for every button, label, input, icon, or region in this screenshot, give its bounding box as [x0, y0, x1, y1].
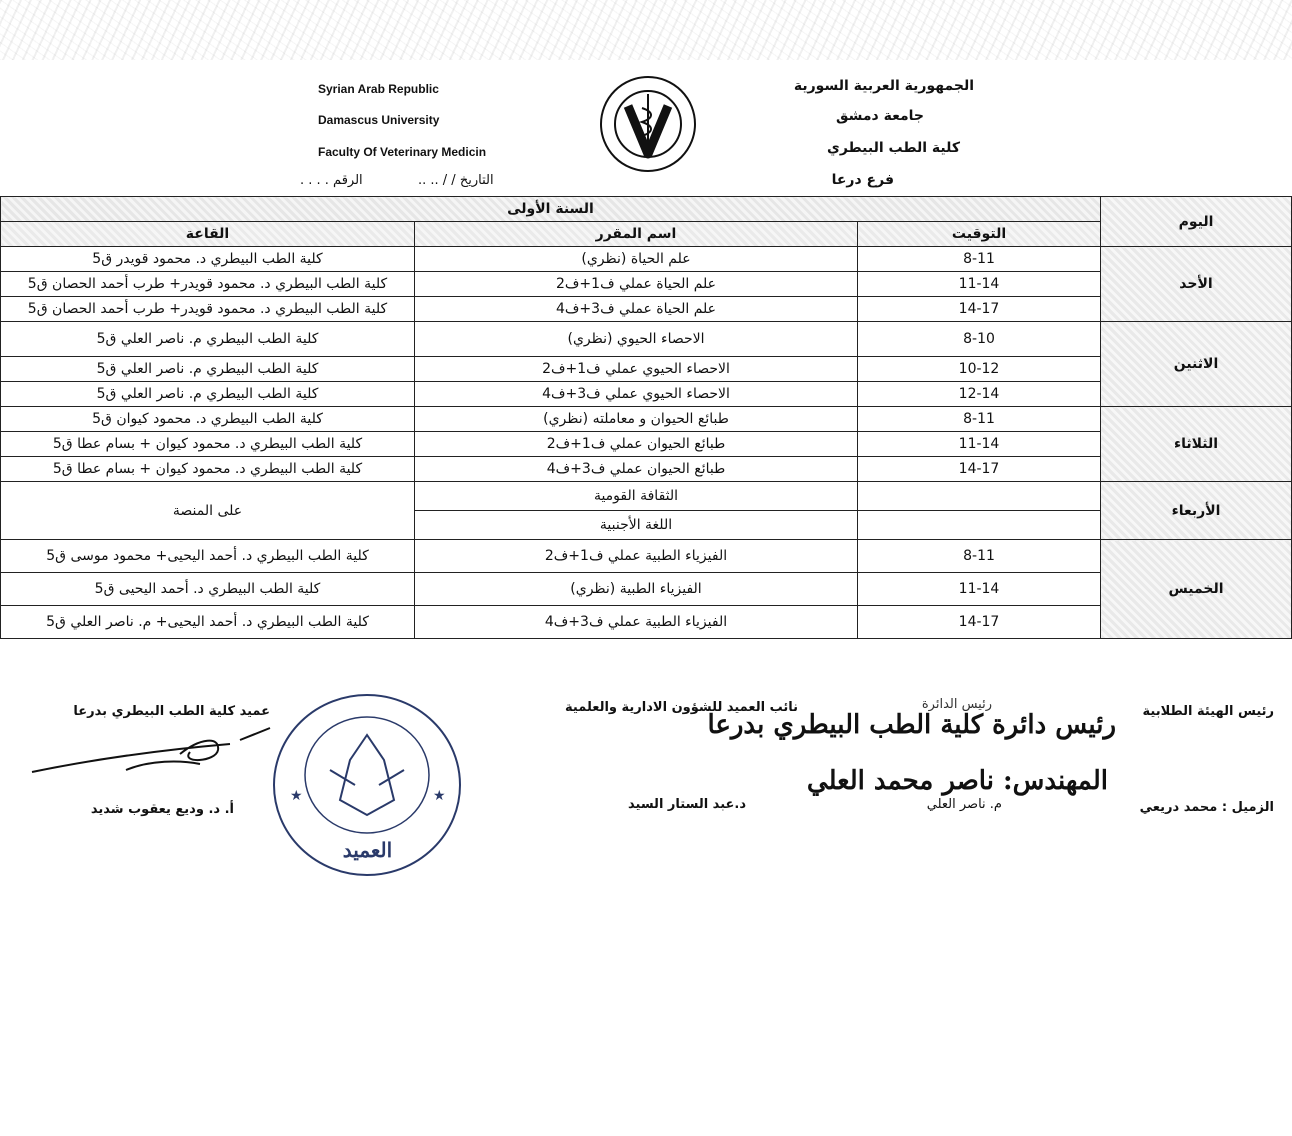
hall-cell-merged: على المنصة: [1, 482, 415, 540]
dean-title: عميد كلية الطب البيطري بدرعا: [73, 704, 270, 719]
course-cell: الاحصاء الحيوي عملي ف3+ف4: [415, 382, 858, 407]
time-cell: 14-17: [858, 457, 1101, 482]
time-cell: [858, 511, 1101, 540]
date-label: التاريخ / / .. ..: [418, 173, 494, 188]
dean-name: أ. د. وديع يعقوب شديد: [90, 802, 234, 817]
course-cell: طبائع الحيوان و معاملته (نظري): [415, 407, 858, 432]
hall-cell: كلية الطب البيطري د. أحمد اليحيى ق5: [1, 573, 415, 606]
time-cell: 8-10: [858, 322, 1101, 357]
course-cell: علم الحياة عملي ف3+ف4: [415, 297, 858, 322]
course-cell: الفيزياء الطبية عملي ف1+ف2: [415, 540, 858, 573]
header-en-line2: Damascus University: [318, 113, 440, 127]
faculty-logo: [598, 74, 698, 174]
hall-cell: كلية الطب البيطري د. محمود قويدر+ طرب أحمد الحصان ق5: [1, 297, 415, 322]
time-cell: 14-17: [858, 297, 1101, 322]
course-cell: علم الحياة (نظري): [415, 247, 858, 272]
course-cell: اللغة الأجنبية: [415, 511, 858, 540]
dept-head-title: رئيس الدائرة: [921, 697, 992, 712]
time-cell: 8-11: [858, 540, 1101, 573]
course-cell: الثقافة القومية: [415, 482, 858, 511]
col-hall-header: القاعة: [1, 222, 415, 247]
hall-cell: كلية الطب البيطري د. محمود قويدر+ طرب أحمد الحصان ق5: [1, 272, 415, 297]
col-time-header: التوقيت: [858, 222, 1101, 247]
time-cell: 11-14: [858, 432, 1101, 457]
scan-noise: [0, 0, 1292, 60]
time-cell: 11-14: [858, 573, 1101, 606]
header-ar-line2: جامعة دمشق: [836, 108, 924, 124]
time-cell: [858, 482, 1101, 511]
header-en-line3: Faculty Of Veterinary Medicin: [318, 145, 487, 159]
svg-text:★: ★: [290, 788, 303, 804]
day-monday: الاثنين: [1101, 322, 1292, 407]
day-tuesday: الثلاثاء: [1101, 407, 1292, 482]
course-cell: علم الحياة عملي ف1+ف2: [415, 272, 858, 297]
header-ar-line3: كلية الطب البيطري: [827, 140, 960, 156]
time-cell: 8-11: [858, 247, 1101, 272]
dean-handwritten-signature: [30, 720, 280, 790]
time-cell: 14-17: [858, 606, 1101, 639]
header-en-line1: Syrian Arab Republic: [318, 82, 439, 96]
day-wednesday: الأربعاء: [1101, 482, 1292, 540]
header-ar-line4: فرع درعا: [831, 172, 894, 188]
dept-head-name: م. ناصر العلي: [926, 797, 1002, 812]
course-cell: الاحصاء الحيوي عملي ف1+ف2: [415, 357, 858, 382]
dean-stamp-label: العميد: [342, 838, 393, 862]
dept-head-stamp-line2: المهندس: ناصر محمد العلي: [806, 766, 1108, 796]
hall-cell: كلية الطب البيطري د. أحمد اليحيى+ محمود موسى ق5: [1, 540, 415, 573]
dean-stamp: [270, 690, 465, 880]
schedule-table: [0, 196, 1292, 639]
day-thursday: الخميس: [1101, 540, 1292, 639]
time-cell: 8-11: [858, 407, 1101, 432]
header-ar-line1: الجمهورية العربية السورية: [793, 78, 974, 94]
course-cell: طبائع الحيوان عملي ف1+ف2: [415, 432, 858, 457]
hall-cell: كلية الطب البيطري م. ناصر العلي ق5: [1, 382, 415, 407]
hall-cell: كلية الطب البيطري د. محمود كيوان ق5: [1, 407, 415, 432]
course-cell: الاحصاء الحيوي (نظري): [415, 322, 858, 357]
student-body-title: رئيس الهيئة الطلابية: [1142, 704, 1274, 719]
day-sunday: الأحد: [1101, 247, 1292, 322]
course-cell: الفيزياء الطبية (نظري): [415, 573, 858, 606]
hall-cell: كلية الطب البيطري م. ناصر العلي ق5: [1, 322, 415, 357]
time-cell: 11-14: [858, 272, 1101, 297]
number-label: الرقم . . . .: [300, 173, 363, 188]
student-body-name: الزميل : محمد دريعي: [1139, 800, 1274, 815]
vice-dean-name: د.عبد الستار السيد: [628, 797, 746, 812]
day-header: اليوم: [1101, 197, 1292, 247]
course-cell: الفيزياء الطبية عملي ف3+ف4: [415, 606, 858, 639]
year-title: السنة الأولى: [1, 197, 1101, 222]
time-cell: 10-12: [858, 357, 1101, 382]
svg-text:★: ★: [433, 788, 446, 804]
time-cell: 12-14: [858, 382, 1101, 407]
hall-cell: كلية الطب البيطري د. محمود قويدر ق5: [1, 247, 415, 272]
course-cell: طبائع الحيوان عملي ف3+ف4: [415, 457, 858, 482]
hall-cell: كلية الطب البيطري د. محمود كيوان + بسام عطا ق5: [1, 457, 415, 482]
dept-head-stamp-line1: رئيس دائرة كلية الطب البيطري بدرعا: [707, 710, 1116, 740]
hall-cell: كلية الطب البيطري م. ناصر العلي ق5: [1, 357, 415, 382]
vice-dean-title: نائب العميد للشؤون الادارية والعلمية: [565, 700, 798, 715]
hall-cell: كلية الطب البيطري د. أحمد اليحيى+ م. ناصر العلي ق5: [1, 606, 415, 639]
col-course-header: اسم المقرر: [415, 222, 858, 247]
hall-cell: كلية الطب البيطري د. محمود كيوان + بسام عطا ق5: [1, 432, 415, 457]
